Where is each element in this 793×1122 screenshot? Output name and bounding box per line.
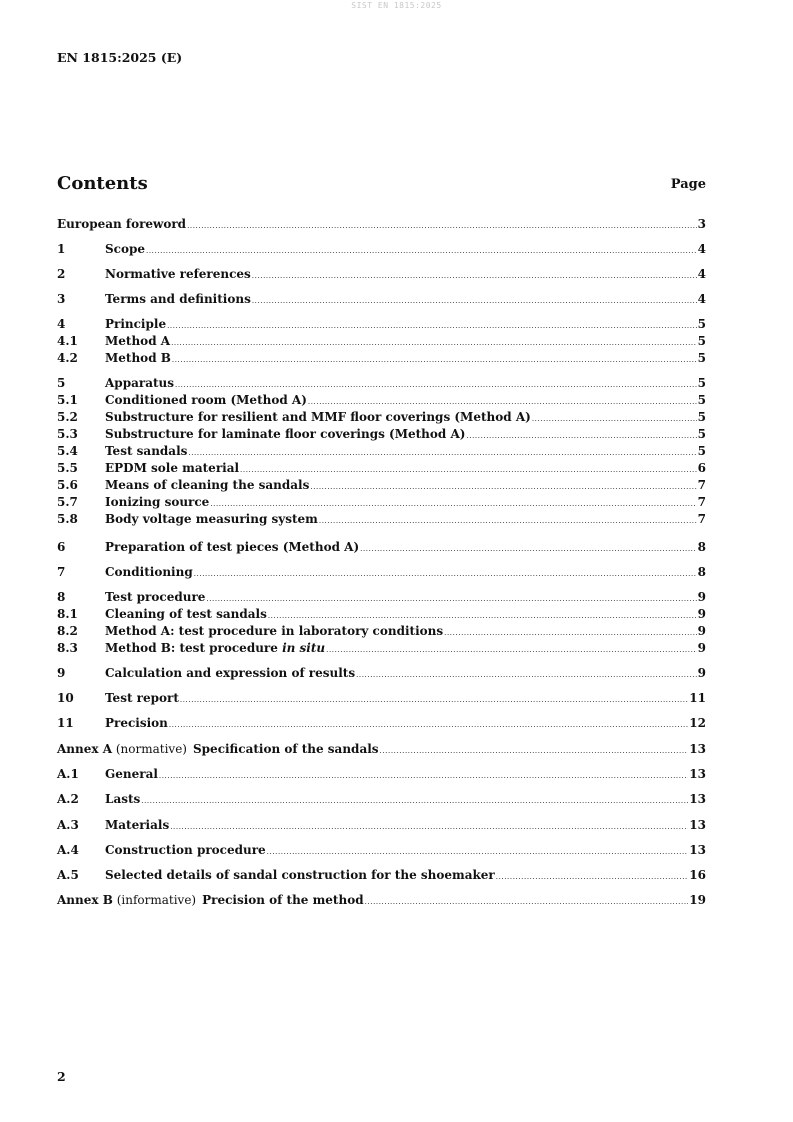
toc-entry-title: Preparation of test pieces (Method A) (105, 540, 360, 554)
annex-qualifier: (normative) (112, 742, 187, 756)
toc-entry-number: A.2 (57, 792, 79, 806)
toc-entry-number: 4.1 (57, 334, 78, 348)
dot-leader (175, 378, 697, 393)
toc-entry-number: A.1 (57, 767, 79, 781)
toc-entry-title (57, 893, 364, 908)
toc-entry[interactable] (57, 351, 706, 366)
toc-entry-title: Test report (105, 691, 179, 705)
dot-leader (319, 514, 697, 529)
toc-entry-page: 5 (697, 427, 706, 441)
toc-entry[interactable] (57, 843, 706, 858)
toc-entry-number: 8.3 (57, 641, 78, 655)
toc-entry[interactable] (57, 393, 706, 408)
dot-leader (444, 626, 697, 641)
toc-entry-page: 9 (697, 607, 706, 621)
toc-entry[interactable] (57, 893, 706, 908)
toc-entry-number: 5 (57, 376, 66, 390)
toc-entry[interactable] (57, 666, 706, 681)
toc-entry-number: 5.1 (57, 393, 78, 407)
toc-entry-page: 13 (689, 767, 706, 781)
toc-entry[interactable] (57, 317, 706, 332)
toc-entry-title: Method B: test procedure in situ (105, 641, 326, 655)
toc-entry-page: 11 (689, 691, 706, 705)
toc-entry[interactable] (57, 767, 706, 782)
dot-leader (365, 895, 689, 910)
toc-entry-page: 4 (697, 267, 706, 281)
toc-entry[interactable] (57, 792, 706, 807)
toc-entry-title (57, 742, 379, 757)
toc-entry-page: 19 (689, 893, 706, 907)
toc-entry-page: 5 (697, 410, 706, 424)
toc-entry-number: 8.2 (57, 624, 78, 638)
watermark: SIST EN 1815:2025 (351, 1, 442, 10)
dot-leader (188, 446, 696, 461)
toc-entry[interactable] (57, 607, 706, 622)
dot-leader (496, 870, 689, 885)
dot-leader (532, 412, 697, 427)
toc-entry[interactable] (57, 716, 706, 731)
dot-leader (268, 609, 697, 624)
contents-title: Contents (57, 173, 148, 194)
page-number: 2 (57, 1069, 66, 1084)
dot-leader (206, 592, 696, 607)
toc-entry-title: Conditioning (105, 565, 193, 579)
toc-entry-title: Test procedure (105, 590, 206, 604)
toc-entry-page: 4 (697, 242, 706, 256)
toc-entry[interactable] (57, 590, 706, 605)
toc-entry[interactable] (57, 565, 706, 580)
toc-entry-page: 13 (689, 742, 706, 756)
toc-entry-number: 11 (57, 716, 74, 730)
toc-entry-number: 5.5 (57, 461, 78, 475)
dot-leader (210, 497, 696, 512)
dot-leader (326, 643, 697, 658)
dot-leader (360, 542, 697, 557)
dot-leader (267, 845, 689, 860)
toc-entry-page: 9 (697, 641, 706, 655)
toc-entry[interactable] (57, 512, 706, 527)
toc-entry[interactable] (57, 691, 706, 706)
dot-leader (252, 294, 697, 309)
toc-entry-title: European foreword (57, 217, 187, 231)
document-id: EN 1815:2025 (E) (57, 50, 183, 65)
toc-entry-title: Calculation and expression of results (105, 666, 356, 680)
toc-entry-title: Substructure for laminate floor coverings (Method A) (105, 427, 466, 441)
toc-entry-title: Construction procedure (105, 843, 266, 857)
toc-entry-title: Selected details of sandal construction for the shoemaker (105, 868, 495, 882)
dot-leader (310, 480, 696, 495)
toc-entry-title: Lasts (105, 792, 141, 806)
toc-entry-number: 3 (57, 292, 66, 306)
dot-leader (187, 219, 697, 234)
toc-entry-page: 5 (697, 393, 706, 407)
dot-leader (172, 353, 697, 368)
toc-entry-page: 13 (689, 818, 706, 832)
dot-leader (167, 319, 697, 334)
toc-entry-page: 4 (697, 292, 706, 306)
toc-entry-number: 5.7 (57, 495, 78, 509)
dot-leader (466, 429, 696, 444)
toc-entry[interactable] (57, 818, 706, 833)
annex-qualifier: (informative) (112, 893, 197, 907)
toc-entry-title: Substructure for resilient and MMF floor coverings (Method A) (105, 410, 531, 424)
toc-entry-number: 5.4 (57, 444, 78, 458)
toc-entry-page: 8 (697, 540, 706, 554)
toc-entry[interactable] (57, 427, 706, 442)
toc-entry-title: Apparatus (105, 376, 174, 390)
toc-entry[interactable] (57, 292, 706, 307)
toc-entry-title: Test sandals (105, 444, 188, 458)
toc-entry-title: Method B (105, 351, 171, 365)
toc-entry[interactable] (57, 495, 706, 510)
toc-entry[interactable] (57, 376, 706, 391)
toc-entry[interactable] (57, 540, 706, 555)
dot-leader (170, 820, 688, 835)
toc-entry-title: Scope (105, 242, 146, 256)
annex-title: Precision of the method (202, 893, 364, 907)
toc-entry-number: A.5 (57, 868, 79, 882)
toc-entry-number: 1 (57, 242, 66, 256)
toc-entry[interactable] (57, 267, 706, 282)
toc-entry-page: 16 (689, 868, 706, 882)
toc-entry-title: Ionizing source (105, 495, 210, 509)
toc-entry-title: Body voltage measuring system (105, 512, 318, 526)
toc-entry-number: A.3 (57, 818, 79, 832)
dot-leader (180, 693, 688, 708)
toc-entry-title: EPDM sole material (105, 461, 240, 475)
dot-leader (169, 718, 688, 733)
toc-entry-page: 8 (697, 565, 706, 579)
dot-leader (194, 567, 697, 582)
dot-leader (240, 463, 697, 478)
toc-entry[interactable] (57, 242, 706, 257)
toc-entry[interactable] (57, 624, 706, 639)
dot-leader (171, 336, 697, 351)
toc-entry-title: General (105, 767, 158, 781)
dot-leader (252, 269, 697, 284)
toc-entry-number: 5.3 (57, 427, 78, 441)
toc-entry[interactable] (57, 444, 706, 459)
toc-entry-title: Materials (105, 818, 170, 832)
toc-entry-title: Method A (105, 334, 171, 348)
toc-entry-page: 13 (689, 843, 706, 857)
toc-entry-page: 5 (697, 317, 706, 331)
toc-entry-number: A.4 (57, 843, 79, 857)
toc-entry-number: 2 (57, 267, 66, 281)
toc-entry-page: 9 (697, 590, 706, 604)
toc-entry-page: 5 (697, 376, 706, 390)
toc-entry-page: 12 (689, 716, 706, 730)
toc-entry-title: Conditioned room (Method A) (105, 393, 307, 407)
toc-entry[interactable] (57, 334, 706, 349)
toc-entry-page: 7 (697, 495, 706, 509)
dot-leader (146, 244, 697, 259)
toc-entry-page: 13 (689, 792, 706, 806)
toc-entry[interactable] (57, 410, 706, 425)
annex-label: Annex B (57, 893, 113, 907)
toc-entry-number: 5.8 (57, 512, 78, 526)
toc-entry-page: 9 (697, 624, 706, 638)
toc-entry-page: 6 (697, 461, 706, 475)
toc-entry-page: 5 (697, 334, 706, 348)
toc-entry-title: Method A: test procedure in laboratory conditions (105, 624, 444, 638)
annex-label: Annex A (57, 742, 113, 756)
toc-entry[interactable] (57, 478, 706, 493)
page-column-header: Page (670, 177, 706, 192)
dot-leader (356, 668, 697, 683)
dot-leader (308, 395, 697, 410)
toc-entry-title: Principle (105, 317, 167, 331)
toc-entry-page: 7 (697, 478, 706, 492)
dot-leader (141, 794, 688, 809)
toc-entry-number: 5.6 (57, 478, 78, 492)
toc-entry-page: 9 (697, 666, 706, 680)
toc-entry-number: 5.2 (57, 410, 78, 424)
toc-entry-number: 6 (57, 540, 66, 554)
toc-entry-title: Normative references (105, 267, 251, 281)
toc-entry-page: 3 (697, 217, 706, 231)
toc-entry-number: 9 (57, 666, 66, 680)
annex-title: Specification of the sandals (193, 742, 379, 756)
dot-leader (159, 769, 688, 784)
toc-entry-number: 7 (57, 565, 66, 579)
toc-entry-title: Terms and definitions (105, 292, 251, 306)
toc-entry-title: Means of cleaning the sandals (105, 478, 310, 492)
toc-entry-number: 8 (57, 590, 66, 604)
toc-entry-number: 10 (57, 691, 74, 705)
toc-entry-number: 4 (57, 317, 66, 331)
toc-entry[interactable] (57, 461, 706, 476)
toc-entry-number: 8.1 (57, 607, 78, 621)
toc-entry-number: 4.2 (57, 351, 78, 365)
toc-entry-page: 5 (697, 444, 706, 458)
toc-entry[interactable] (57, 868, 706, 883)
toc-entry[interactable] (57, 742, 706, 757)
toc-entry-page: 5 (697, 351, 706, 365)
toc-entry-title: Precision (105, 716, 168, 730)
toc-entry-title: Cleaning of test sandals (105, 607, 267, 621)
dot-leader (380, 744, 689, 759)
toc-entry-page: 7 (697, 512, 706, 526)
toc-entry[interactable] (57, 641, 706, 656)
toc-entry[interactable] (57, 217, 706, 232)
